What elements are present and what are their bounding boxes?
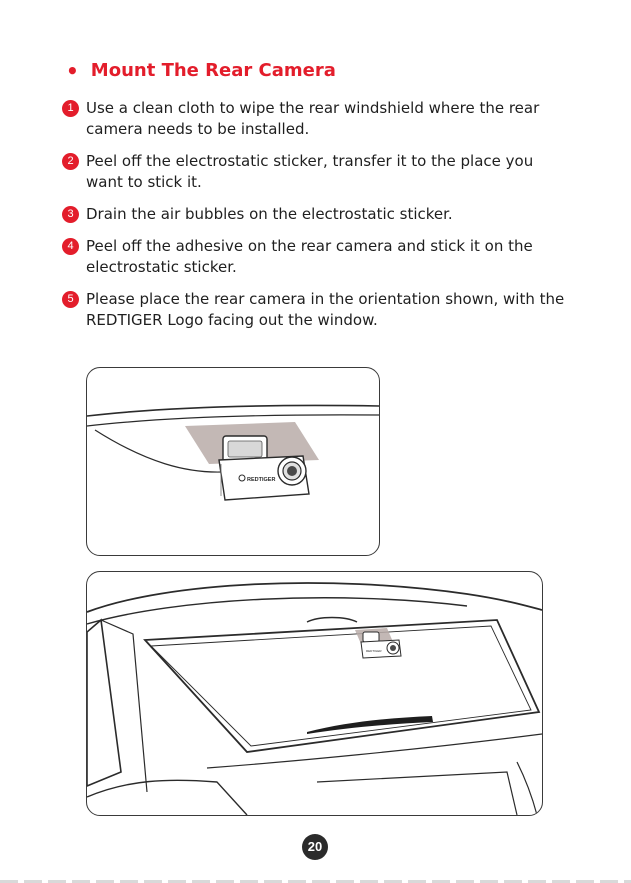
step-text: Drain the air bubbles on the electrostatic sticker. [86, 205, 453, 223]
camera-closeup-drawing [87, 368, 379, 555]
step-text: Please place the rear camera in the orientation shown, with the REDTIGER Logo facing out the window. [86, 290, 565, 329]
step-item [62, 289, 572, 331]
step-number-badge: 3 [62, 206, 79, 223]
page-number-badge: 20 [302, 834, 328, 860]
step-number-badge: 1 [62, 100, 79, 117]
rear-fender [87, 780, 247, 815]
taillight-line [517, 762, 537, 815]
spoiler-line [87, 598, 467, 624]
rear-windshield [145, 620, 539, 752]
camera-closeup-illustration [86, 367, 380, 556]
step-item [62, 236, 572, 278]
step-text: Peel off the electrostatic sticker, transfer it to the place you want to stick it. [86, 152, 534, 191]
step-number-badge: 2 [62, 153, 79, 170]
step-item [62, 204, 572, 225]
step-item [62, 98, 572, 140]
side-window [87, 620, 121, 786]
mounted-camera-logo: REDTIGER [366, 649, 382, 653]
c-pillar [101, 620, 147, 792]
step-number-badge: 4 [62, 238, 79, 255]
heading-bullet: • [66, 58, 79, 83]
brake-light [307, 618, 357, 623]
step-list [62, 98, 572, 331]
camera-logo: REDTIGER [247, 477, 276, 483]
step-text: Peel off the adhesive on the rear camera and stick it on the electrostatic sticker. [86, 237, 533, 276]
car-rear-illustration [86, 571, 543, 816]
section-heading [66, 60, 336, 81]
step-item [62, 151, 572, 193]
section-title: Mount The Rear Camera [90, 60, 336, 81]
car-rear-drawing [87, 572, 542, 815]
license-plate-area [317, 772, 517, 815]
step-text: Use a clean cloth to wipe the rear windshield where the rear camera needs to be installed. [86, 99, 540, 138]
step-number-badge: 5 [62, 291, 79, 308]
